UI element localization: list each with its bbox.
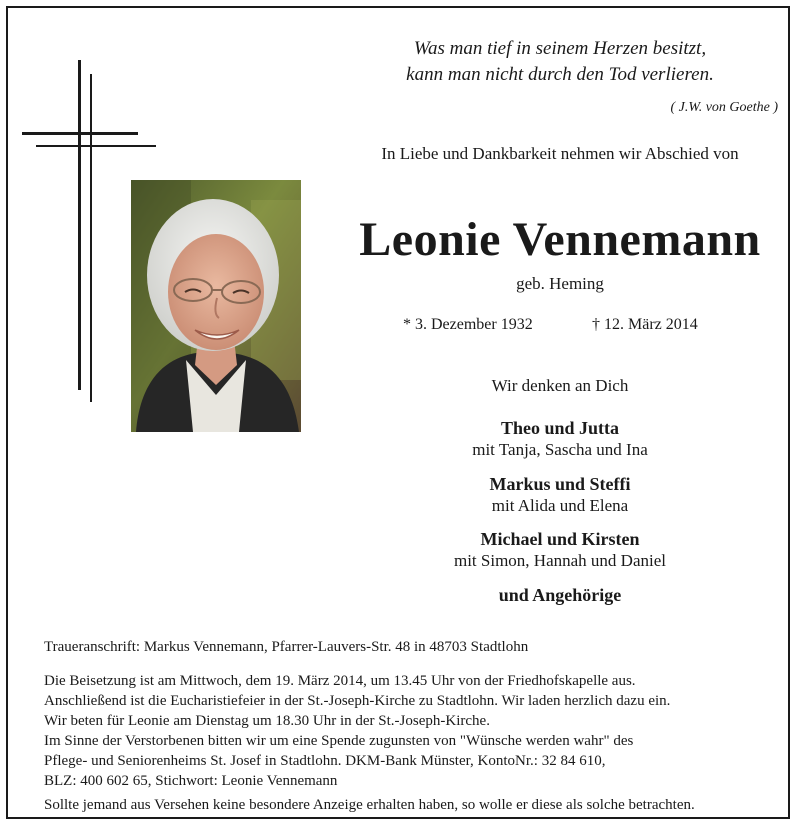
details-line: Pflege- und Seniorenheims St. Josef in Stadtlohn. DKM-Bank Münster, KontoNr.: 32 84 610, [44, 753, 606, 769]
farewell-text: In Liebe und Dankbarkeit nehmen wir Abschied von [381, 144, 739, 163]
details-line: Anschließend ist die Eucharistiefeier in der St.-Joseph-Kirche zu Stadtlohn. Wir laden herzlich dazu ein. [44, 693, 671, 709]
cross-horizontal-bar-thin [36, 145, 156, 147]
cross-horizontal-bar [22, 132, 138, 135]
family-names: Markus und Steffi [489, 474, 631, 494]
details-line: Im Sinne der Verstorbenen bitten wir um eine Spende zugunsten von "Wünsche werden wahr" des [44, 733, 634, 749]
mourning-address: Traueranschrift: Markus Vennemann, Pfarrer-Lauvers-Str. 48 in 48703 Stadtlohn [44, 639, 529, 655]
cross-vertical-bar [78, 60, 81, 390]
details-line: Wir beten für Leonie am Dienstag um 18.30 Uhr in der St.-Joseph-Kirche. [44, 713, 490, 729]
details-line: Die Beisetzung ist am Mittwoch, dem 19. März 2014, um 13.45 Uhr von der Friedhofskapelle aus. [44, 673, 636, 689]
relatives-text: und Angehörige [498, 585, 622, 605]
family-children: mit Alida und Elena [491, 496, 629, 515]
family-names: Michael und Kirsten [480, 529, 640, 549]
family-children: mit Tanja, Sascha und Ina [472, 440, 648, 459]
quote-line-1: Was man tief in seinem Herzen besitzt, [413, 38, 707, 59]
birth-date: * 3. Dezember 1932 [403, 316, 533, 333]
portrait-photo [131, 180, 301, 432]
deceased-name: Leonie Vennemann [359, 213, 761, 266]
cross-vertical-bar-thin [90, 74, 92, 402]
details-line: BLZ: 400 602 65, Stichwort: Leonie Vennemann [44, 773, 338, 789]
quote-line-2: kann man nicht durch den Tod verlieren. [406, 64, 714, 85]
notice-text: Sollte jemand aus Versehen keine besondere Anzeige erhalten haben, so wolle er diese als solche betrachten. [44, 797, 695, 813]
family-children: mit Simon, Hannah und Daniel [453, 551, 666, 570]
remember-text: Wir denken an Dich [491, 376, 629, 395]
family-names: Theo und Jutta [500, 418, 620, 438]
death-date: † 12. März 2014 [592, 316, 698, 333]
birth-name: geb. Heming [516, 274, 604, 293]
quote-attribution: ( J.W. von Goethe ) [670, 100, 778, 115]
